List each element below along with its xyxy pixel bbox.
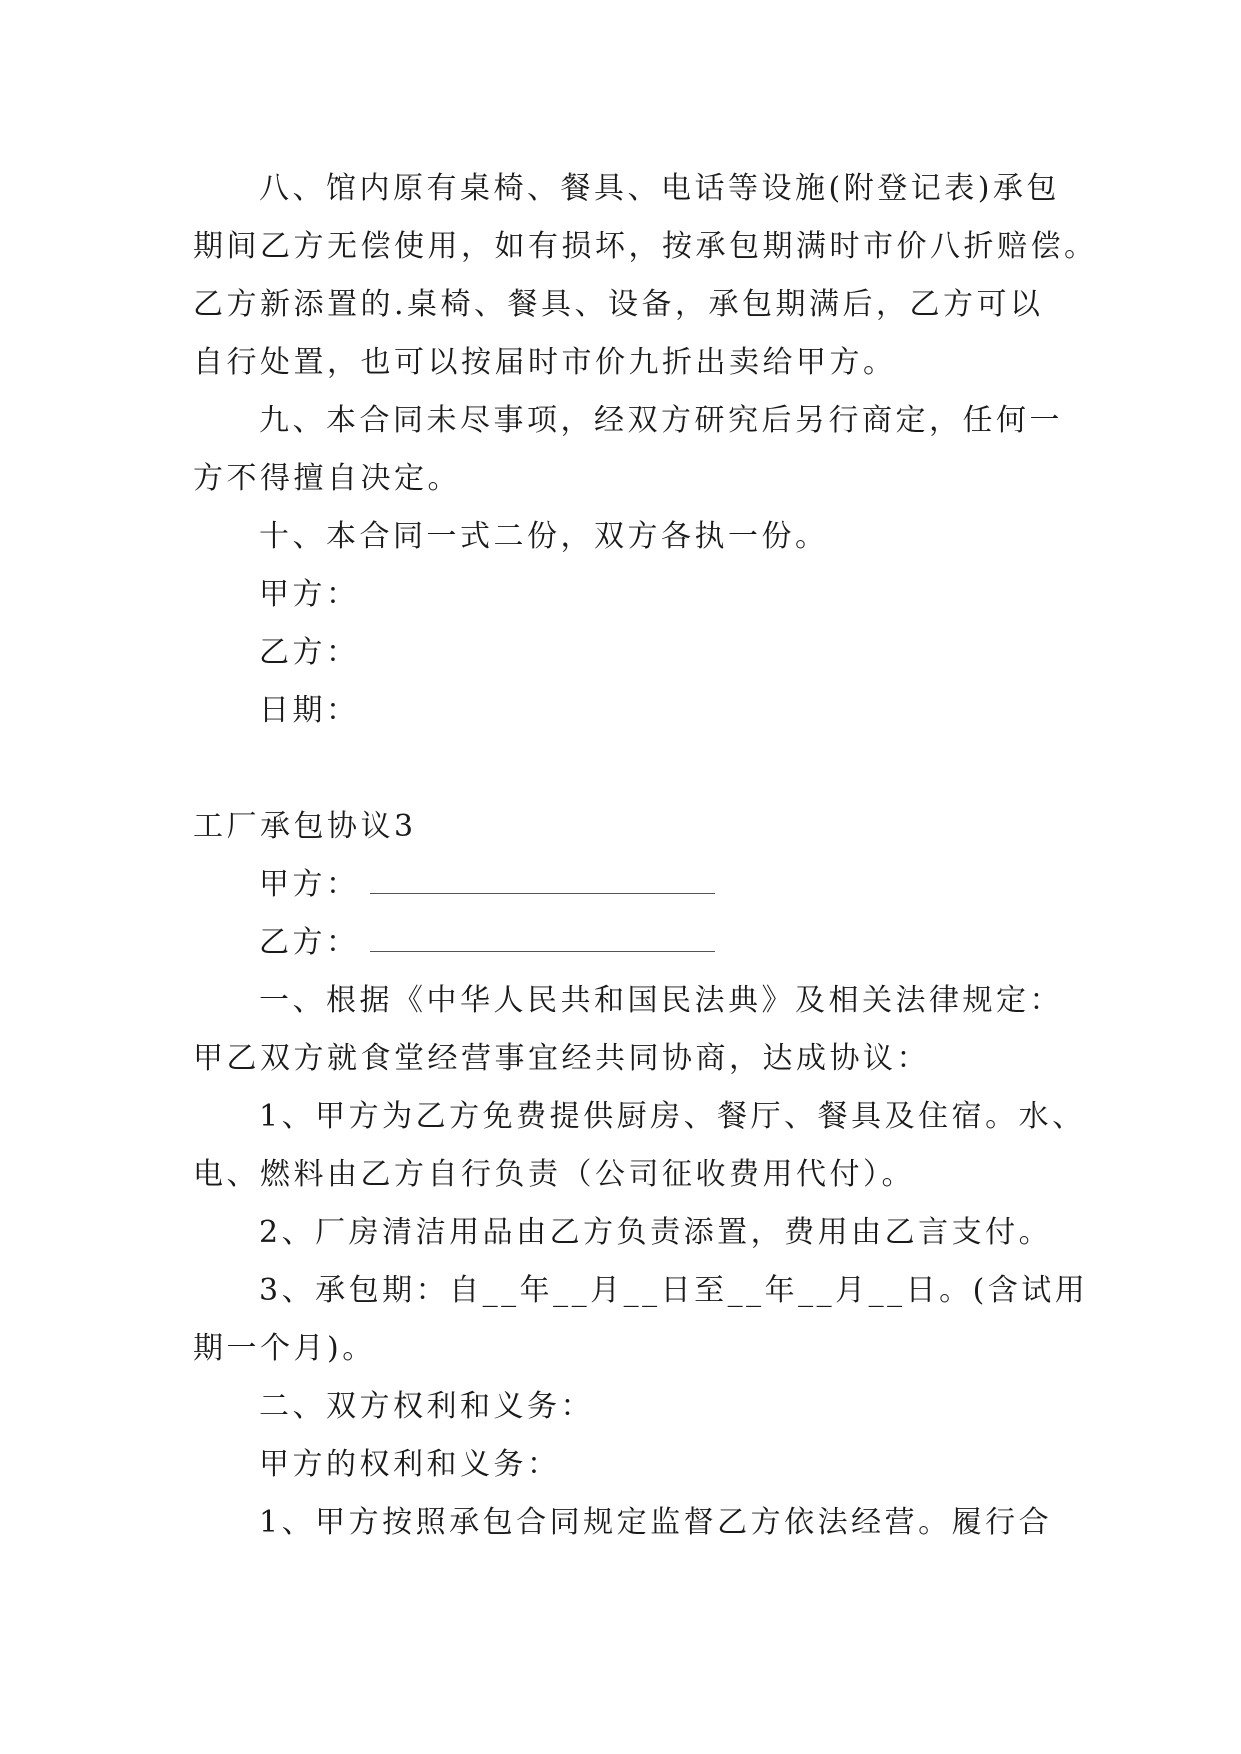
- clause-8-line-4: 自行处置，也可以按届时市价九折出卖给甲方。: [193, 345, 897, 380]
- item-3-line-2: 期一个月)。: [193, 1331, 376, 1366]
- date-signature: 日期：: [259, 693, 360, 728]
- rights-item-1: 1、甲方按照承包合同规定监督乙方依法经营。履行合: [259, 1505, 1053, 1540]
- clause-9-line-1: 九、本合同未尽事项，经双方研究后另行商定，任何一: [259, 403, 1063, 438]
- party-a-rights-heading: 甲方的权利和义务：: [259, 1447, 561, 1482]
- party-a-blank: [370, 873, 715, 894]
- article-1-line-1: 一、根据《中华人民共和国民法典》及相关法律规定：: [259, 983, 1063, 1018]
- clause-8-line-2: 期间乙方无偿使用，如有损坏，按承包期满时市价八折赔偿。: [193, 229, 1098, 264]
- document-page: [193, 160, 1098, 1552]
- item-1-line-2: 电、燃料由乙方自行负责（公司征收费用代付）。: [193, 1157, 915, 1192]
- party-a-signature: 甲方：: [259, 577, 360, 612]
- clause-8-line-3: 乙方新添置的.桌椅、餐具、设备，承包期满后，乙方可以: [193, 287, 1044, 322]
- section-title: 工厂承包协议3: [193, 809, 417, 844]
- party-b-signature: 乙方：: [259, 635, 360, 670]
- party-a-field: [193, 856, 1073, 914]
- party-b-blank: [370, 931, 715, 952]
- section-gap: [193, 740, 1073, 798]
- item-2: 2、厂房清洁用品由乙方负责添置，费用由乙言支付。: [259, 1215, 1053, 1250]
- clause-9-line-2: 方不得擅自决定。: [193, 461, 461, 496]
- party-b-label: 乙方：: [259, 925, 360, 960]
- article-1-line-2: 甲乙双方就食堂经营事宜经共同协商，达成协议：: [193, 1041, 930, 1076]
- clause-8-line-1: 八、馆内原有桌椅、餐具、电话等设施(附登记表)承包: [259, 171, 1060, 206]
- item-3-line-1: 3、承包期：自__年__月__日至__年__月__日。(含试用: [259, 1273, 1089, 1308]
- item-1-line-1: 1、甲方为乙方免费提供厨房、餐厅、餐具及住宿。水、: [259, 1099, 1086, 1134]
- party-b-field: [193, 914, 1073, 972]
- clause-10: 十、本合同一式二份，双方各执一份。: [259, 519, 829, 554]
- party-a-label: 甲方：: [259, 867, 360, 902]
- article-2-heading: 二、双方权利和义务：: [259, 1389, 594, 1424]
